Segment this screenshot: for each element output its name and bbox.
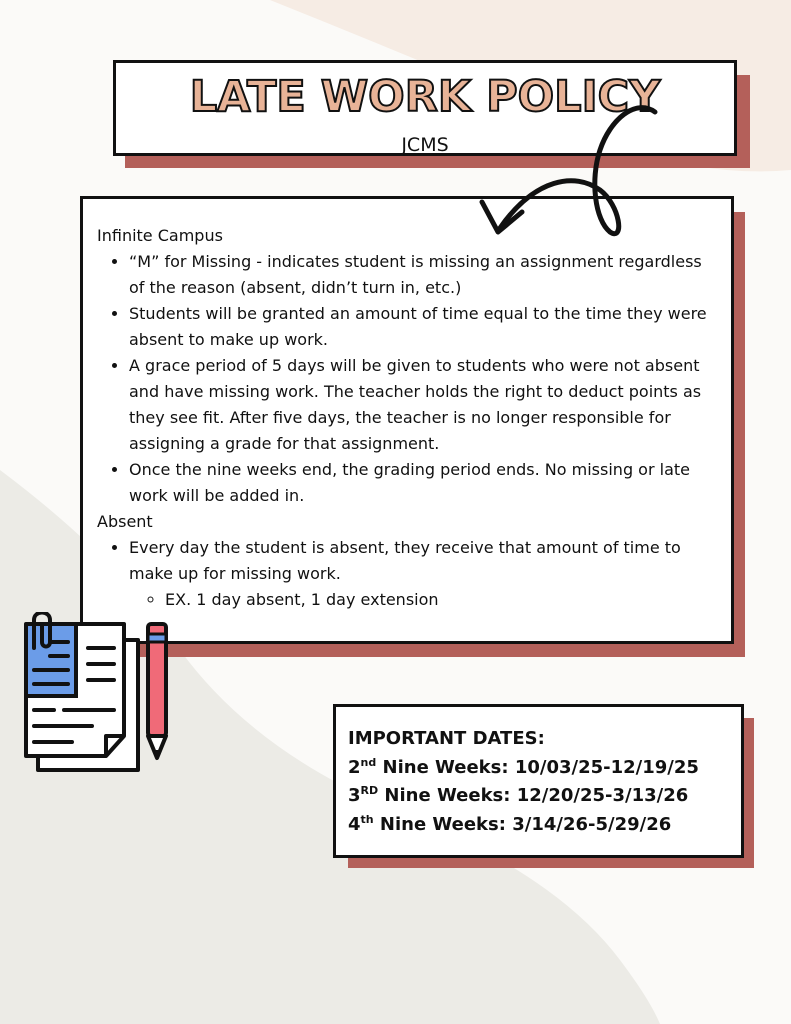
document-clip-pencil-icon [20,612,175,772]
date-row-label: Nine Weeks: [384,785,511,806]
date-row-label: Nine Weeks: [382,756,509,778]
date-row [348,754,699,783]
list-item [129,535,712,613]
curly-arrow-icon [470,100,670,250]
date-row-number: 2 [348,756,361,778]
page-title: LATE WORK POLICY [189,72,661,122]
date-row-number: 4 [348,813,361,835]
dates-heading: IMPORTANT DATES: [348,728,545,749]
date-row [348,811,699,840]
section-heading-infinite-campus: Infinite Campus [97,226,223,245]
date-row-suffix: nd [360,755,377,769]
date-row-suffix: th [360,812,374,826]
important-dates-box [333,704,744,858]
list-item: • Students will be granted an amount of time equal to the time they were absent to make up work. [129,301,712,353]
list-item: • “M” for Missing - indicates student is missing an assignment regardless of the reason (absent, didn’t turn in, etc.) [129,249,712,301]
date-row-number: 3 [348,785,361,806]
date-row-range: 3/14/26-5/29/26 [512,813,672,835]
sub-list-item: ◦ EX. 1 day absent, 1 day extension [165,587,712,613]
absent-list [97,535,712,613]
list-item: • Once the nine weeks end, the grading period ends. No missing or late work will be added in. [129,457,712,509]
section-heading-absent: Absent [97,512,153,531]
date-row-label: Nine Weeks: [379,813,506,835]
infinite-campus-list [97,249,712,509]
policy-content [97,223,712,613]
date-row-suffix: RD [360,784,379,797]
policy-box [80,196,734,644]
absent-item-text: Every day the student is absent, they receive that amount of time to make up for missing work. [129,538,681,583]
date-row [348,782,699,811]
absent-sublist [129,587,712,613]
school-name: JCMS [401,134,449,156]
date-row-range: 12/20/25-3/13/26 [516,785,689,806]
date-row-range: 10/03/25-12/19/25 [514,756,699,778]
dates-content [348,725,699,839]
list-item: • A grace period of 5 days will be given to students who were not absent and have missing work. The teacher holds the right to deduct points as they see fit. After five days, the teacher is no longer responsible for assigning a grade for that assignment. [129,353,712,457]
